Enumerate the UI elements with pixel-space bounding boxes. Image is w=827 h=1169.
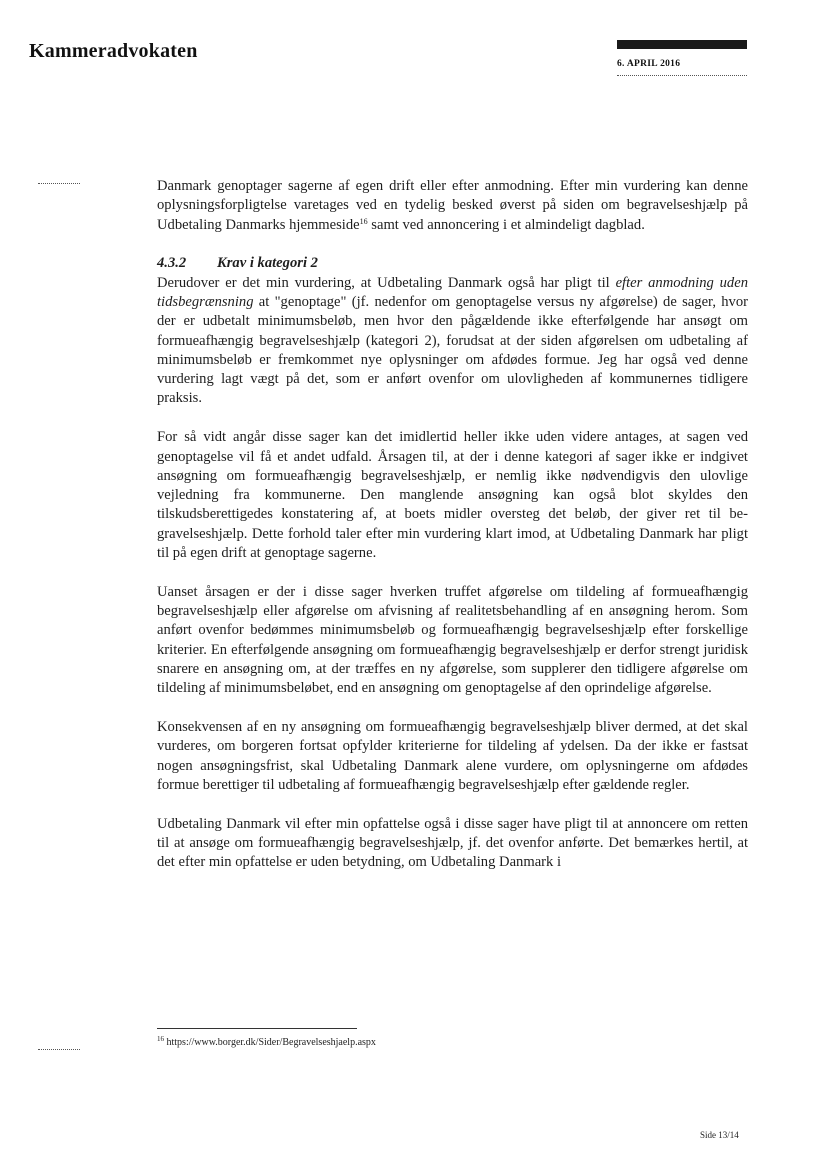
header-date: 6. APRIL 2016 <box>617 59 681 69</box>
paragraph-1: Danmark genoptager sagerne af egen drift eller efter anmodning. Efter min vurdering kan denne oplysningsforpligtelse varetages ved en tydelig besked øverst på siden om begravelseshjælp på Udbetaling Danmarks hjemmeside$^{16}$ samt ved annoncering i et almindeligt dagblad. <box>157 178 748 233</box>
header-dotted-rule <box>617 75 747 76</box>
paragraph-3: For så vidt angår disse sager kan det imidlertid heller ikke uden videre antages, at sagen ved genoptagelse vil få et andet udfald. Årsagen til, at der i denne kategori af sager ikke er indgivet ansøgning om formueafhængig begravelseshjælp, er nemlig ikke nødvendigvis den ulovlige vejledning fra kommunerne. Den manglende ansøgning kan også blot skyldes den tilskudsberettigedes konstatering af, at boets midler oversteg det beløb, der giver ret til begravelseshjælp. Dette forhold taler efter min vurdering klart imod, at Udbetaling Danmark har pligt til på egen drift at genoptage sagerne. <box>157 429 748 562</box>
footnote-rule <box>157 1028 357 1029</box>
paragraph-6: Udbetaling Danmark vil efter min opfattelse også i disse sager have pligt til at annoncere om retten til at ansøge om formueafhængig begravelseshjælp, jf. det ovenfor anførte. Det bemærkes hertil, at det efter min opfattelse er uden betydning, om Udbetaling Danmark i <box>157 815 748 871</box>
footnote-reference[interactable]: 16 <box>359 216 368 226</box>
paragraph-4: Uanset årsagen er der i disse sager hverken truffet afgørelse om tildeling af formueafhængig begravelseshjælp eller afgørelse om afvisning af realitetsbehandling af en ansøgning herom. Som anført ovenfor bedømmes minimumsbeløb og formueafhængig begravelseshjælp efter forskellige kriterier. En efterfølgende ansøgning om formueafhængig begravelseshjælp er derfor strengt juridisk snarere en ansøgning om, at der træffes en ny afgørelse, som supplerer den tidligere afgørelse om tildeling af minimumsbeløbet, end en ansøgning om genoptagelse af den oprindelige afgørelse. <box>157 583 748 697</box>
paragraph-5: Konsekvensen af en ny ansøgning om formueafhængig begravelseshjælp bliver dermed, at det skal vurderes, om borgeren fortsat opfylder kriterierne for tildeling af ydelsen. Da der ikke er fastsat nogen ansøgningsfrist, skal Udbetaling Danmark alene vurdere, om oplysningerne om afdødes formue berettiger til udbetaling af formueafhængig begravelseshjælp efter gældende regler. <box>157 719 748 794</box>
section-number: 4.3.2 <box>157 255 187 272</box>
page-number: Side 13/14 <box>700 1130 739 1140</box>
margin-dotted-rule-top <box>38 183 80 184</box>
header-bar <box>617 40 747 49</box>
section-heading <box>157 254 748 273</box>
body-text <box>157 177 748 873</box>
section-title: Krav i kategori 2 <box>217 255 318 272</box>
footnote <box>157 1037 376 1048</box>
footnote-link[interactable]: https://www.borger.dk/Sider/Begravelseshjaelp.aspx <box>164 1037 376 1048</box>
margin-dotted-rule-bottom <box>38 1049 80 1050</box>
brand-name: Kammeradvokaten <box>29 40 198 62</box>
paragraph-2: Derudover er det min vurdering, at Udbetaling Danmark også har pligt til efter anmodning uden tidsbegrænsning at "genoptage" (jf. nedenfor om genoptagelse versus ny afgørelse) de sager, hvor der er udbetalt minimumsbeløb, men hvor den pågældende ikke efterfølgende har ansøgt om formueafhængig begravelseshjælp (kategori 2), forudsat at der siden afgørelsen om udbetaling af minimumsbeløb er fremkommet nye oplysninger om afdødes formue. Jeg har også ved denne vurdering lagt vægt på det, som er anført ovenfor om ulovligheden af kommunernes tidligere praksis. <box>157 274 748 407</box>
footnote-number: 16 <box>157 1035 164 1043</box>
